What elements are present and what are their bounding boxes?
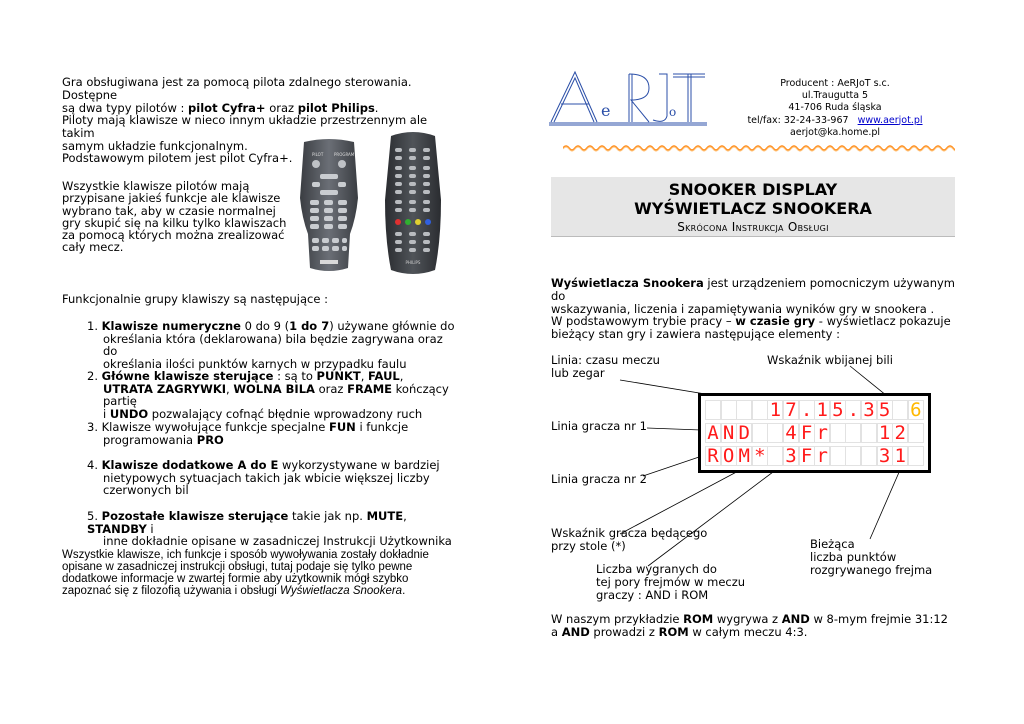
display-cell [814, 400, 830, 420]
text-line: Liczba wygranych do [596, 562, 717, 576]
text-line: określania ilości punktów karnych w przypadku faulu [103, 356, 407, 371]
display-cell [752, 400, 768, 420]
text: a [551, 625, 562, 639]
display-char: 7 [785, 399, 797, 421]
bold-text: pilot Cyfra+ [188, 101, 266, 115]
basic-remote-paragraph: Podstawowym pilotem jest pilot Cyfra+. [62, 151, 293, 165]
producer-line: ul.Traugutta 5 [801, 90, 869, 102]
display-char: F [800, 445, 813, 467]
text-line: za pomocą których można zrealizować [62, 228, 285, 243]
text-line: tej pory frejmów w meczu [596, 575, 746, 589]
text-line: Wszystkie klawisze, ich funkcje i sposób wywoływania zostały dokładnie [62, 549, 429, 561]
pointer-line [648, 463, 785, 566]
display-char: A [707, 422, 719, 444]
text: 1. [87, 319, 102, 333]
bold-text: STANDBY [87, 521, 147, 536]
text-line: wskazywania, liczenia i zapamiętywania wyników gry w snookera . [551, 302, 935, 316]
display-cell [861, 446, 877, 466]
bold-text: pilot Philips [297, 101, 375, 115]
display-char: 5 [878, 399, 891, 421]
groups-intro: Funkcjonalnie grupy klawiszy są następujące : [62, 292, 328, 306]
bold-text: Wyświetlacza Snookera [551, 276, 704, 290]
pointer-line [643, 456, 702, 476]
text-line: gry skupić się na kilku tylko klawiszach [62, 215, 287, 230]
display-cell [783, 400, 799, 420]
display-char: 5 [832, 399, 844, 421]
example-paragraph [551, 613, 961, 639]
display-cell [736, 423, 752, 443]
producer-line: 41-706 Ruda śląska [788, 102, 882, 114]
bold-text: UNDO [109, 406, 149, 421]
display-char: 3 [785, 445, 797, 467]
display-char: O [722, 445, 735, 467]
display-cell [767, 423, 783, 443]
display-cell [705, 446, 721, 466]
text: , [403, 509, 407, 523]
display-char: 1 [894, 445, 906, 467]
display-char: 3 [863, 399, 875, 421]
italic-text: Wyświetlacza Snookera [279, 585, 403, 597]
display-cell [908, 400, 924, 420]
display-cell [830, 446, 846, 466]
intro-line-1: Gra obsługiwana jest za pomocą pilota zdalnego sterowania. Dostępne [62, 75, 412, 102]
bold-text: ROM [683, 612, 714, 626]
label-player-1: Linia gracza nr 1 [551, 419, 647, 433]
text-line: Linia: czasu meczu [551, 353, 660, 367]
text: programowania [103, 432, 197, 447]
display-cell [752, 446, 768, 466]
display-cell [877, 400, 893, 420]
bold-text: MUTE [366, 509, 404, 523]
bold-text: Pozostałe klawisze sterujące [101, 509, 289, 523]
text: , [360, 369, 369, 383]
text-line: wybrano tak, aby w czasie normalnej [62, 203, 276, 218]
display-cell [908, 446, 924, 466]
display-cell [830, 400, 846, 420]
bold-text: AND [561, 625, 590, 639]
website-link[interactable]: www.aerjot.pl [857, 114, 923, 126]
text-line: dodatkowe informacje w zwartej formie aby użytkownik mógł szybko [62, 573, 409, 585]
text-line: inne dokładnie opisane w zasadniczej Instrukcji Użytkownika [103, 534, 452, 548]
bold-text: ROM [658, 625, 689, 639]
text: , [226, 381, 234, 396]
title-subtitle: Skrócona Instrukcja Obsługi [677, 220, 829, 234]
text: kończący partię [103, 381, 449, 408]
display-cell [845, 423, 861, 443]
display-char: r [816, 422, 828, 444]
display-char: F [800, 422, 813, 444]
text: prowadzi z [589, 625, 659, 639]
display-cell [752, 423, 768, 443]
text: - wyświetlacz pokazuje [815, 314, 951, 328]
display-cell [814, 446, 830, 466]
remote-brand-label: PHILIPS [405, 260, 421, 265]
display-cell [799, 423, 815, 443]
text-line: Wszystkie klawisze pilotów mają [62, 179, 250, 193]
display-char: M [738, 445, 750, 467]
logo-o: o [669, 105, 677, 119]
text-line: Wskaźnik gracza będącego [551, 526, 708, 540]
email: aerjot@ka.home.pl [789, 126, 881, 138]
pointer-line [870, 470, 900, 539]
display-cell [861, 423, 877, 443]
text: oraz [265, 101, 298, 115]
display-char: * [754, 445, 766, 467]
text: 3. [87, 420, 102, 434]
display-cell [799, 400, 815, 420]
display-cell [877, 423, 893, 443]
display-cell [814, 423, 830, 443]
text: i [103, 406, 110, 421]
bold-text: FUN [328, 420, 356, 434]
text: oraz [314, 381, 348, 396]
display-cell [705, 400, 721, 420]
text: . [402, 585, 406, 597]
text: wykorzystywane w bardziej [278, 458, 440, 472]
display-char: 1 [878, 422, 891, 444]
display-char: N [722, 422, 735, 444]
text-line: przy stole (*) [551, 539, 626, 553]
logo-e: e [601, 101, 611, 120]
bold-text: Główne klawisze sterujące [101, 369, 274, 383]
display-cell [705, 423, 721, 443]
text-line: czerwonych bil [103, 483, 189, 497]
text: Klawisze wywołujące funkcje specjalne [101, 420, 329, 434]
display-char: 3 [878, 445, 891, 467]
text: W naszym przykładzie [551, 612, 684, 626]
display-cell [908, 423, 924, 443]
title-polish: WYŚWIETLACZ SNOOKERA [634, 199, 872, 218]
display-cell [767, 400, 783, 420]
display-char: 6 [910, 399, 922, 421]
remote-label: PILOT [312, 152, 324, 157]
producer-line: Producent : AeRJoT s.c. [780, 78, 890, 89]
text: ) używane głównie do [329, 319, 455, 333]
display-cell [767, 446, 783, 466]
display-cell [783, 446, 799, 466]
text-line: Piloty mają klawisze w nieco innym układzie przestrzennym ale takim [62, 113, 428, 140]
bold-text: AND [781, 612, 810, 626]
bold-text: PRO [196, 432, 224, 447]
text: 2. [87, 369, 102, 383]
display-cell [721, 446, 737, 466]
text: w całym meczu 4:3. [688, 625, 808, 639]
display-char: R [707, 445, 719, 467]
tel-fax: tel/fax: 32-24-33-967 [747, 114, 849, 126]
display-cell [877, 446, 893, 466]
text: i [146, 521, 154, 536]
bold-text: WOLNA BILA [233, 381, 315, 396]
display-cell [799, 446, 815, 466]
display-char: 4 [785, 422, 797, 444]
text: W podstawowym trybie pracy – [551, 314, 736, 328]
bold-text: Klawisze dodatkowe A do E [101, 458, 279, 472]
display-cell [736, 400, 752, 420]
display-cell [892, 400, 908, 420]
bold-text: 1 do 7 [289, 319, 330, 333]
text: . [374, 101, 379, 115]
display-char: 2 [894, 422, 906, 444]
text-line: opisane w zasadniczej instrukcji obsługi, tutaj podaje się tylko pewne [62, 561, 413, 573]
bold-text: Klawisze numeryczne [101, 319, 241, 333]
bold-text: FAUL [368, 369, 400, 383]
display-cell [736, 446, 752, 466]
bold-text: PUNKT [316, 369, 361, 383]
text-line: samym układzie funkcjonalnym. [62, 139, 248, 153]
display-char: 1 [816, 399, 828, 421]
text-line: określania która (deklarowana) bila będzie zagrywana oraz do [103, 331, 443, 358]
text: 4. [87, 458, 102, 472]
display-cell [721, 400, 737, 420]
display-char: r [816, 445, 828, 467]
text: i funkcje [355, 420, 409, 434]
text: takie jak np. [288, 509, 367, 523]
snooker-display [698, 393, 931, 473]
text: są dwa typy pilotów : [62, 101, 189, 115]
text: 5. [87, 509, 102, 523]
display-cell [783, 423, 799, 443]
bold-text: FRAME [347, 381, 393, 396]
display-char: D [738, 422, 750, 444]
text: pozwalający cofnąć błędnie wprowadzony ruch [148, 406, 423, 421]
bold-text: w czasie gry [735, 314, 816, 328]
title-english: SNOOKER DISPLAY [668, 180, 838, 199]
display-char: . [800, 399, 813, 421]
text: wygrywa z [713, 612, 782, 626]
text-line: rozgrywanego frejma [810, 563, 933, 577]
bold-text: UTRATA ZAGRYWKI [103, 381, 227, 396]
text-line: cały mecz. [62, 240, 124, 255]
text-line: nietypowych sytuacjach takich jak wbicie większej liczby [103, 470, 430, 485]
text-line: graczy : AND i ROM [596, 588, 709, 602]
display-char: 1 [769, 399, 782, 421]
text: w 8-mym frejmie 31:12 [809, 612, 948, 626]
text-line: bieżący stan gry i zawiera następujące elementy : [551, 327, 841, 341]
text: jest urządzeniem pomocniczym używanym do [551, 276, 956, 303]
remote-label: PROGRAM [334, 152, 355, 157]
text: : są to [273, 369, 317, 383]
text: , [399, 369, 404, 383]
label-player-2: Linia gracza nr 2 [551, 472, 647, 486]
display-cell [892, 446, 908, 466]
text-line: lub zegar [551, 366, 605, 380]
display-cell [830, 423, 846, 443]
text-line: przypisane jakieś funkcje ale klawisze [62, 191, 281, 206]
display-cell [845, 400, 861, 420]
display-char: . [847, 399, 860, 421]
text: zapoznać się z filozofią używania i obsługi [62, 585, 280, 597]
display-cell [845, 446, 861, 466]
display-cell [721, 423, 737, 443]
pointer-line [647, 428, 701, 430]
text-line: Bieżąca [810, 537, 855, 551]
text-line: liczba punktów [810, 550, 897, 564]
display-cell [892, 423, 908, 443]
text-line [551, 626, 961, 639]
text: 0 do 9 ( [240, 319, 290, 333]
label-ball-indicator: Wskaźnik wbijanej bili [767, 353, 893, 367]
display-cell [861, 400, 877, 420]
